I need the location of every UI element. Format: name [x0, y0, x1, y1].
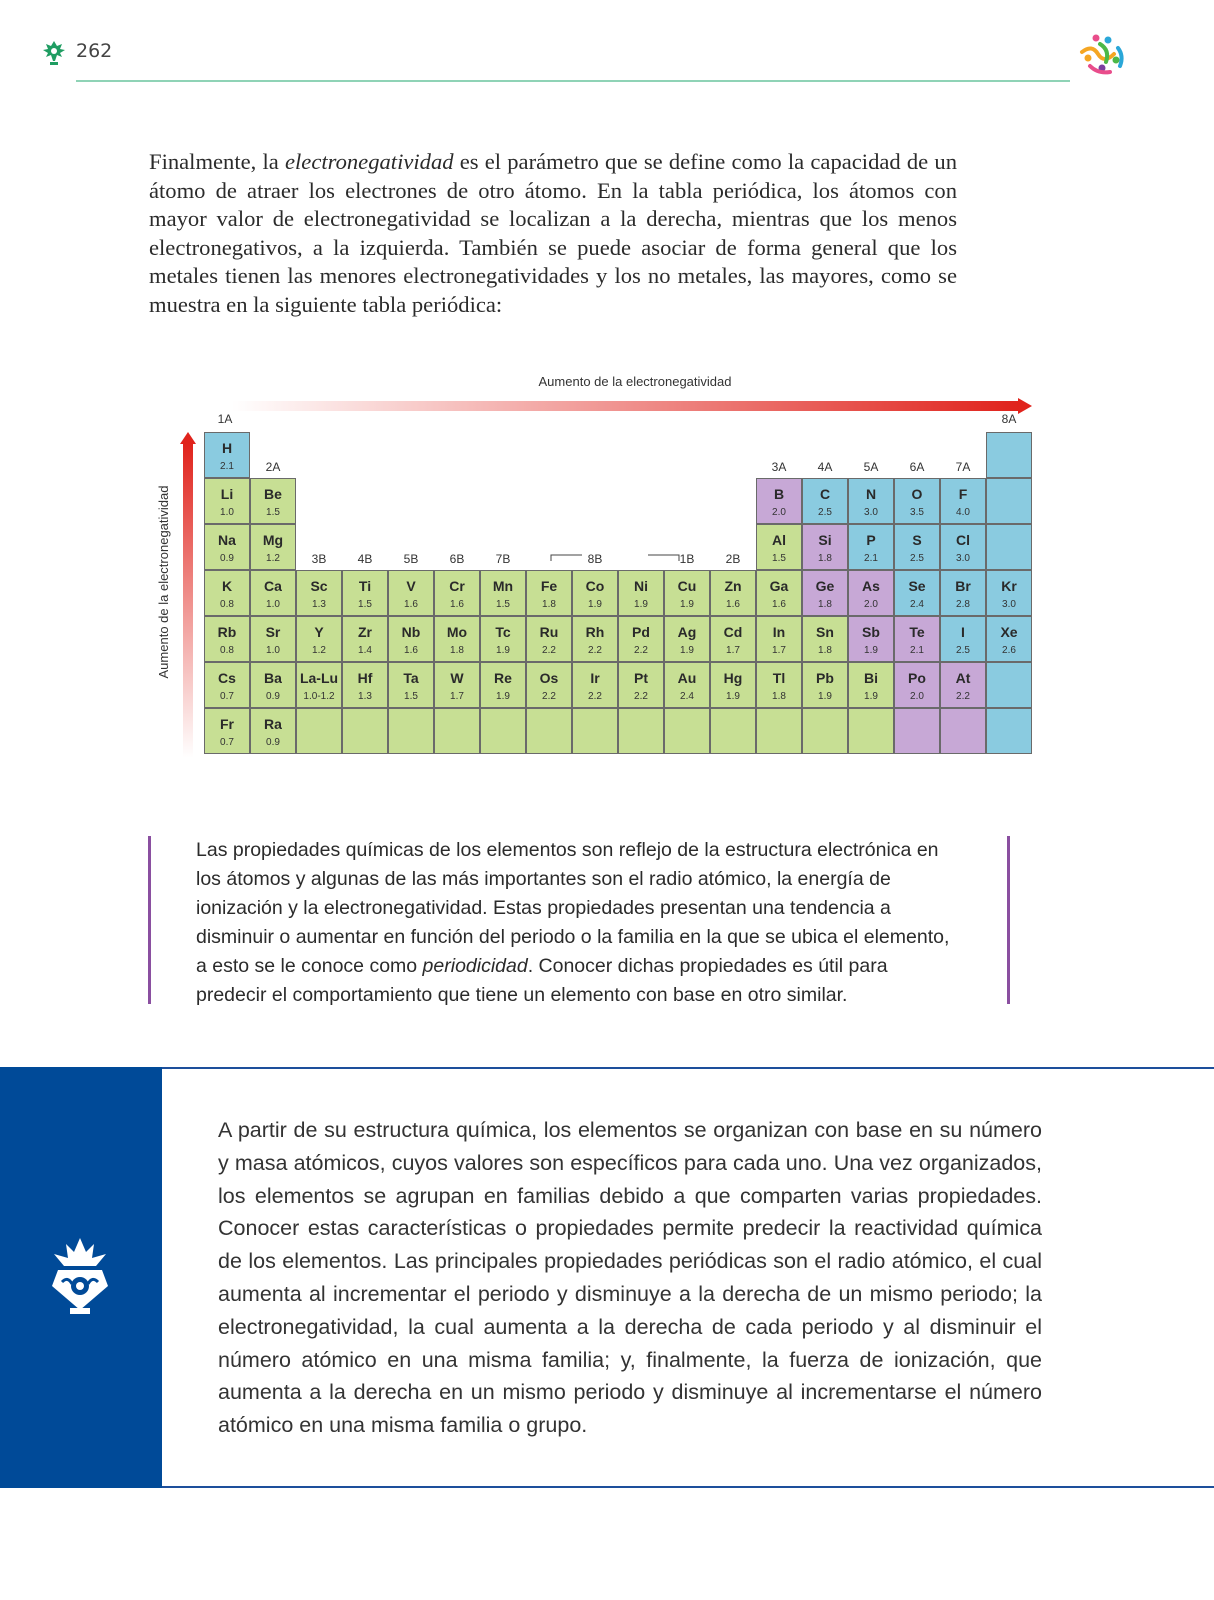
- group-label-5b: 5B: [403, 552, 419, 566]
- element-symbol: Mo: [446, 624, 468, 640]
- element-symbol: Bi: [864, 670, 878, 686]
- element-cell-zn: [710, 570, 756, 616]
- element-cell-k: [204, 570, 250, 616]
- element-cell-bi: [848, 662, 894, 708]
- element-cell-o: [894, 478, 940, 524]
- tree-ornament-icon: [48, 1236, 112, 1316]
- element-cell-pb: [802, 662, 848, 708]
- element-symbol: Hg: [723, 670, 743, 686]
- element-symbol: H: [221, 440, 233, 456]
- group-label-8a: 8A: [1001, 412, 1017, 426]
- group-label-1b: 1B: [679, 552, 695, 566]
- element-cell-ca: [250, 570, 296, 616]
- element-symbol: S: [912, 532, 922, 548]
- element-symbol: Ba: [264, 670, 282, 686]
- element-symbol: Zr: [358, 624, 372, 640]
- element-symbol: Rh: [585, 624, 605, 640]
- element-cell-h: [204, 432, 250, 478]
- element-symbol: Xe: [1000, 624, 1018, 640]
- electronegativity-value: 1.5: [772, 553, 786, 564]
- horizontal-arrow: [232, 398, 1032, 414]
- empty-cell: [756, 708, 802, 754]
- electronegativity-value: 1.9: [496, 691, 510, 702]
- empty-cell: [802, 708, 848, 754]
- electronegativity-value: 3.0: [864, 507, 878, 518]
- group-label-8b: 8B: [587, 552, 603, 566]
- electronegativity-value: 1.9: [864, 645, 878, 656]
- tree-ornament-icon: [42, 40, 66, 66]
- electronegativity-value: 2.0: [772, 507, 786, 518]
- info-text-start: Las propiedades químicas de los elementos son reflejo de la estructura electrónica en los átomos y algunas de las más importantes son el radio atómico, la energía de ionización y la electronegatividad. Estas propiedades presentan una tendencia a disminuir o aumentar en función del periodo o la familia en la que se ubica el elemento, a esto se le conoce como: [196, 839, 950, 977]
- element-symbol: Tl: [772, 670, 786, 686]
- element-symbol: Ra: [264, 716, 282, 732]
- element-cell-sn: [802, 616, 848, 662]
- element-symbol: Tc: [495, 624, 511, 640]
- element-cell-br: [940, 570, 986, 616]
- electronegativity-value: 2.8: [956, 599, 970, 610]
- element-cell-rb: [204, 616, 250, 662]
- electronegativity-value: 1.5: [404, 691, 418, 702]
- electronegativity-value: 0.7: [220, 691, 234, 702]
- element-cell-cl: [940, 524, 986, 570]
- electronegativity-value: 2.1: [220, 461, 234, 472]
- element-cell-si: [802, 524, 848, 570]
- element-symbol: Ta: [403, 670, 419, 686]
- element-symbol: As: [862, 578, 880, 594]
- element-cell-ba: [250, 662, 296, 708]
- element-cell-n: [848, 478, 894, 524]
- element-cell-la-lu: [296, 662, 342, 708]
- empty-cell: [388, 708, 434, 754]
- element-symbol: Sn: [816, 624, 834, 640]
- group-8b-bracket: [550, 548, 680, 562]
- element-symbol: Mn: [492, 578, 514, 594]
- electronegativity-value: 1.8: [772, 691, 786, 702]
- empty-cell: [986, 708, 1032, 754]
- element-symbol: Kr: [1001, 578, 1017, 594]
- summary-rule-bottom: [162, 1486, 1214, 1488]
- element-cell-tl: [756, 662, 802, 708]
- element-symbol: Au: [677, 670, 697, 686]
- element-symbol: V: [406, 578, 416, 594]
- element-symbol: Co: [585, 578, 605, 594]
- element-symbol: Sb: [862, 624, 880, 640]
- element-symbol: B: [773, 486, 785, 502]
- element-cell-po: [894, 662, 940, 708]
- element-symbol: Ru: [539, 624, 559, 640]
- element-symbol: Cs: [218, 670, 236, 686]
- empty-cell: [848, 708, 894, 754]
- empty-cell: [986, 478, 1032, 524]
- element-cell-cd: [710, 616, 756, 662]
- group-label-3a: 3A: [771, 460, 787, 474]
- element-symbol: Mg: [262, 532, 284, 548]
- element-cell-nb: [388, 616, 434, 662]
- electronegativity-value: 1.6: [404, 645, 418, 656]
- info-box-left-bar: [148, 836, 151, 1004]
- element-symbol: Na: [218, 532, 236, 548]
- element-cell-be: [250, 478, 296, 524]
- electronegativity-value: 2.5: [910, 553, 924, 564]
- empty-cell: [986, 524, 1032, 570]
- element-symbol: F: [958, 486, 968, 502]
- element-symbol: Zn: [724, 578, 742, 594]
- group-label-2b: 2B: [725, 552, 741, 566]
- electronegativity-value: 4.0: [956, 507, 970, 518]
- empty-cell: [526, 708, 572, 754]
- summary-text: A partir de su estructura química, los elementos se organizan con base en su número y masa atómicos, cuyos valores son específicos para cada uno. Una vez organizados, los elementos se agrupan en familias debido a que comparten varias propiedades. Conocer estas características o propiedades permite predecir la reactividad química de los elementos. Las principales propiedades periódicas son el radio atómico, el cual aumenta al incrementar el periodo y disminuye a la derecha de un mismo periodo; la electronegatividad, la cual aumenta a la derecha de cada periodo y al disminuir el número atómico en una misma familia; y, finalmente, la fuerza de ionización, que aumenta a la derecha en un mismo periodo y disminuye al incrementarse el número atómico en una misma familia o grupo.: [218, 1118, 1042, 1438]
- element-cell-xe: [986, 616, 1032, 662]
- element-cell-re: [480, 662, 526, 708]
- element-cell-w: [434, 662, 480, 708]
- element-cell-hg: [710, 662, 756, 708]
- element-symbol: Ge: [815, 578, 835, 594]
- electronegativity-value: 1.2: [312, 645, 326, 656]
- electronegativity-value: 2.2: [542, 691, 556, 702]
- electronegativity-value: 2.4: [680, 691, 694, 702]
- empty-cell: [986, 432, 1032, 478]
- element-cell-ge: [802, 570, 848, 616]
- element-cell-s: [894, 524, 940, 570]
- intro-text-start: Finalmente, la: [149, 149, 285, 174]
- element-symbol: Re: [494, 670, 512, 686]
- empty-cell: [572, 708, 618, 754]
- electronegativity-value: 2.5: [956, 645, 970, 656]
- element-symbol: P: [866, 532, 876, 548]
- element-cell-f: [940, 478, 986, 524]
- electronegativity-value: 2.2: [634, 691, 648, 702]
- electronegativity-value: 3.5: [910, 507, 924, 518]
- element-cell-te: [894, 616, 940, 662]
- element-symbol: O: [911, 486, 923, 502]
- element-cell-sc: [296, 570, 342, 616]
- element-cell-mn: [480, 570, 526, 616]
- electronegativity-value: 0.8: [220, 599, 234, 610]
- empty-cell: [710, 708, 756, 754]
- electronegativity-value: 1.3: [358, 691, 372, 702]
- element-cell-in: [756, 616, 802, 662]
- element-symbol: Se: [908, 578, 926, 594]
- group-label-4a: 4A: [817, 460, 833, 474]
- element-cell-mo: [434, 616, 480, 662]
- empty-cell: [664, 708, 710, 754]
- info-box: [148, 836, 1010, 1004]
- electronegativity-value: 1.7: [726, 645, 740, 656]
- electronegativity-value: 0.9: [266, 691, 280, 702]
- electronegativity-value: 1.5: [496, 599, 510, 610]
- page-number: 262: [76, 40, 113, 62]
- element-symbol: Hf: [357, 670, 373, 686]
- element-cell-pd: [618, 616, 664, 662]
- element-cell-cr: [434, 570, 480, 616]
- group-label-7b: 7B: [495, 552, 511, 566]
- electronegativity-value: 0.7: [220, 737, 234, 748]
- empty-cell: [296, 708, 342, 754]
- element-cell-v: [388, 570, 434, 616]
- element-cell-mg: [250, 524, 296, 570]
- empty-cell: [480, 708, 526, 754]
- element-symbol: Nb: [401, 624, 421, 640]
- electronegativity-value: 1.0: [266, 645, 280, 656]
- element-cell-zr: [342, 616, 388, 662]
- element-cell-as: [848, 570, 894, 616]
- empty-cell: [618, 708, 664, 754]
- group-label-4b: 4B: [357, 552, 373, 566]
- electronegativity-value: 1.7: [450, 691, 464, 702]
- element-symbol: Li: [220, 486, 234, 502]
- element-cell-sr: [250, 616, 296, 662]
- element-symbol: In: [772, 624, 786, 640]
- element-symbol: Po: [908, 670, 926, 686]
- empty-cell: [940, 708, 986, 754]
- element-cell-i: [940, 616, 986, 662]
- element-symbol: Br: [955, 578, 971, 594]
- electronegativity-value: 1.0: [220, 507, 234, 518]
- element-symbol: Fe: [540, 578, 558, 594]
- electronegativity-value: 1.6: [404, 599, 418, 610]
- element-symbol: Ni: [634, 578, 648, 594]
- info-text: [196, 836, 962, 1010]
- element-symbol: Cl: [956, 532, 970, 548]
- electronegativity-value: 1.6: [772, 599, 786, 610]
- empty-cell: [986, 662, 1032, 708]
- intro-paragraph: [149, 148, 957, 319]
- vertical-arrow: [180, 432, 196, 758]
- element-cell-ir: [572, 662, 618, 708]
- group-label-5a: 5A: [863, 460, 879, 474]
- element-symbol: Fr: [220, 716, 234, 732]
- element-symbol: Si: [818, 532, 832, 548]
- group-label-2a: 2A: [265, 460, 281, 474]
- element-cell-na: [204, 524, 250, 570]
- element-symbol: Os: [539, 670, 559, 686]
- electronegativity-value: 1.8: [818, 645, 832, 656]
- element-symbol: Sr: [265, 624, 281, 640]
- caption-top: Aumento de la electronegatividad: [538, 374, 732, 389]
- element-symbol: Ir: [590, 670, 600, 686]
- electronegativity-value: 1.4: [358, 645, 372, 656]
- empty-cell: [894, 708, 940, 754]
- element-symbol: Pb: [816, 670, 834, 686]
- element-cell-cu: [664, 570, 710, 616]
- empty-cell: [434, 708, 480, 754]
- electronegativity-value: 1.6: [450, 599, 464, 610]
- element-symbol: Al: [772, 532, 786, 548]
- electronegativity-value: 1.9: [680, 645, 694, 656]
- electronegativity-value: 2.1: [864, 553, 878, 564]
- electronegativity-value: 1.6: [726, 599, 740, 610]
- electronegativity-value: 2.4: [910, 599, 924, 610]
- element-cell-rh: [572, 616, 618, 662]
- electronegativity-value: 2.0: [864, 599, 878, 610]
- element-cell-cs: [204, 662, 250, 708]
- electronegativity-value: 0.9: [220, 553, 234, 564]
- element-cell-pt: [618, 662, 664, 708]
- electronegativity-value: 1.5: [358, 599, 372, 610]
- element-cell-sb: [848, 616, 894, 662]
- element-symbol: Ca: [264, 578, 282, 594]
- electronegativity-value: 1.9: [496, 645, 510, 656]
- electronegativity-value: 2.2: [588, 645, 602, 656]
- intro-term: electronegatividad: [285, 149, 454, 174]
- electronegativity-value: 1.8: [818, 599, 832, 610]
- electronegativity-value: 1.9: [726, 691, 740, 702]
- element-symbol: W: [450, 670, 464, 686]
- element-cell-at: [940, 662, 986, 708]
- element-cell-al: [756, 524, 802, 570]
- intro-text-rest: es el parámetro que se define como la capacidad de un átomo de atraer los electrones de otro átomo. En la tabla periódica, los átomos con mayor valor de electronegatividad se localizan a la derecha, mientras que los menos electronegativos, a la izquierda. También se puede asociar de forma general que los metales tienen las menores electronegatividades y los no metales, las mayores, como se muestra en la siguiente tabla periódica:: [149, 149, 957, 317]
- electronegativity-value: 1.7: [772, 645, 786, 656]
- element-cell-ta: [388, 662, 434, 708]
- element-cell-fr: [204, 708, 250, 754]
- element-cell-co: [572, 570, 618, 616]
- element-cell-ra: [250, 708, 296, 754]
- electronegativity-value: 2.2: [956, 691, 970, 702]
- electronegativity-value: 2.0: [910, 691, 924, 702]
- element-symbol: Rb: [217, 624, 237, 640]
- electronegativity-value: 1.5: [266, 507, 280, 518]
- element-symbol: Pt: [634, 670, 648, 686]
- element-symbol: C: [819, 486, 831, 502]
- element-symbol: La-Lu: [299, 670, 339, 686]
- element-cell-ga: [756, 570, 802, 616]
- summary-rule-top: [162, 1067, 1214, 1069]
- electronegativity-value: 1.9: [634, 599, 648, 610]
- element-cell-ru: [526, 616, 572, 662]
- electronegativity-value: 1.0-1.2: [303, 691, 335, 702]
- electronegativity-value: 2.1: [910, 645, 924, 656]
- element-symbol: I: [961, 624, 965, 640]
- element-symbol: Ti: [358, 578, 372, 594]
- electronegativity-value: 1.8: [818, 553, 832, 564]
- electronegativity-value: 1.9: [680, 599, 694, 610]
- electronegativity-value: 2.2: [588, 691, 602, 702]
- element-symbol: K: [221, 578, 233, 594]
- element-cell-tc: [480, 616, 526, 662]
- element-cell-y: [296, 616, 342, 662]
- electronegativity-value: 1.0: [266, 599, 280, 610]
- group-label-7a: 7A: [955, 460, 971, 474]
- element-symbol: Te: [909, 624, 925, 640]
- electronegativity-value: 3.0: [956, 553, 970, 564]
- element-cell-b: [756, 478, 802, 524]
- element-symbol: N: [865, 486, 877, 502]
- electronegativity-value: 1.9: [864, 691, 878, 702]
- electronegativity-value: 0.8: [220, 645, 234, 656]
- element-symbol: Y: [314, 624, 324, 640]
- caption-left: Aumento de la electronegatividad: [156, 485, 171, 679]
- electronegativity-value: 1.8: [542, 599, 556, 610]
- info-text-rest: . Conocer dichas propiedades es útil para predecir el comportamiento que tiene un elemento con base en otro similar.: [196, 955, 888, 1006]
- group-label-6b: 6B: [449, 552, 465, 566]
- group-label-1a: 1A: [217, 412, 233, 426]
- electronegativity-value: 2.6: [1002, 645, 1016, 656]
- electronegativity-value: 2.2: [542, 645, 556, 656]
- electronegativity-value: 2.5: [818, 507, 832, 518]
- element-cell-ti: [342, 570, 388, 616]
- group-label-3b: 3B: [311, 552, 327, 566]
- element-symbol: Cr: [449, 578, 465, 594]
- electronegativity-value: 3.0: [1002, 599, 1016, 610]
- element-cell-os: [526, 662, 572, 708]
- element-cell-li: [204, 478, 250, 524]
- electronegativity-value: 1.2: [266, 553, 280, 564]
- empty-cell: [342, 708, 388, 754]
- element-symbol: Cu: [677, 578, 697, 594]
- electronegativity-value: 1.9: [818, 691, 832, 702]
- element-cell-c: [802, 478, 848, 524]
- electronegativity-value: 1.3: [312, 599, 326, 610]
- electronegativity-value: 1.9: [588, 599, 602, 610]
- element-cell-hf: [342, 662, 388, 708]
- header-rule: [76, 80, 1070, 82]
- element-cell-kr: [986, 570, 1032, 616]
- info-box-right-bar: [1007, 836, 1010, 1004]
- colorful-people-logo-icon: [1074, 32, 1130, 84]
- element-cell-au: [664, 662, 710, 708]
- element-symbol: Be: [264, 486, 282, 502]
- element-symbol: Ag: [677, 624, 697, 640]
- element-cell-ag: [664, 616, 710, 662]
- element-symbol: Sc: [310, 578, 328, 594]
- electronegativity-value: 2.2: [634, 645, 648, 656]
- electronegativity-value: 0.9: [266, 737, 280, 748]
- element-cell-p: [848, 524, 894, 570]
- element-cell-ni: [618, 570, 664, 616]
- element-cell-fe: [526, 570, 572, 616]
- element-symbol: Ga: [769, 578, 789, 594]
- group-label-6a: 6A: [909, 460, 925, 474]
- element-symbol: At: [955, 670, 971, 686]
- element-symbol: Cd: [723, 624, 743, 640]
- element-symbol: Pd: [632, 624, 650, 640]
- electronegativity-value: 1.8: [450, 645, 464, 656]
- info-term: periodicidad: [422, 955, 528, 977]
- element-cell-se: [894, 570, 940, 616]
